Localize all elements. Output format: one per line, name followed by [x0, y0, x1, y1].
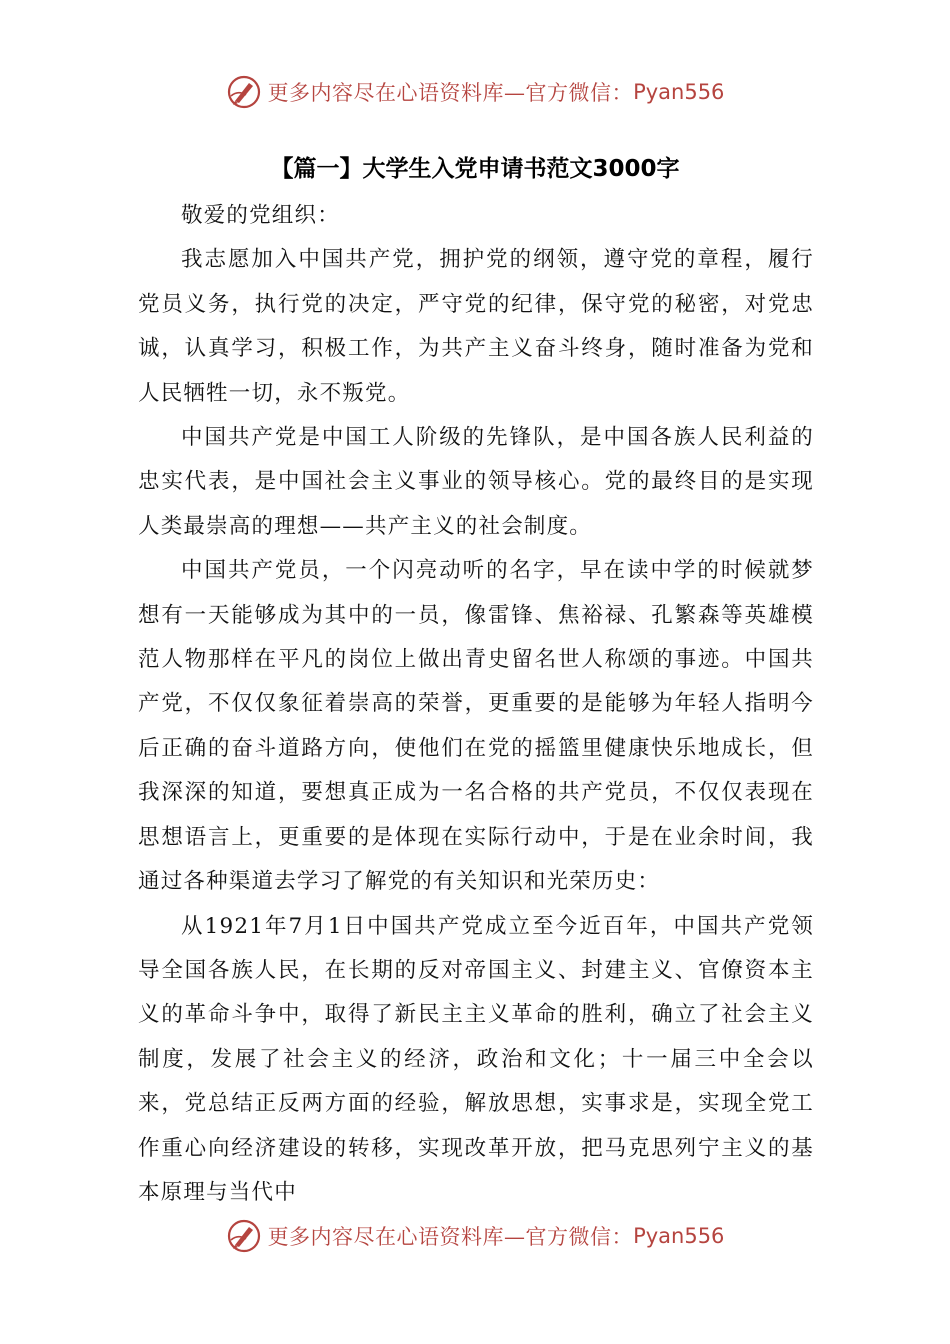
salutation: 敬爱的党组织：	[181, 203, 340, 228]
footer-watermark	[0, 1216, 950, 1256]
paragraph: 我志愿加入中国共产党，拥护党的纲领，遵守党的章程，履行党员义务，执行党的决定，严守党的纪律，保守党的秘密，对党忠诚，认真学习，积极工作，为共产主义奋斗终身，随时准备为党和人民牺牲一切，永不叛党。	[138, 247, 814, 406]
pen-logo-icon	[226, 1218, 262, 1254]
header-watermark	[0, 72, 950, 112]
watermark-text: 更多内容尽在心语资料库—官方微信：	[267, 81, 634, 105]
watermark-wechat-id: Pyan556	[633, 80, 725, 104]
watermark-text: 更多内容尽在心语资料库—官方微信：	[267, 1225, 634, 1249]
paragraph: 中国共产党是中国工人阶级的先锋队，是中国各族人民利益的忠实代表，是中国社会主义事业的领导核心。党的最终目的是实现人类最崇高的理想——共产主义的社会制度。	[138, 425, 814, 539]
document-title: 【篇一】大学生入党申请书范文3000字	[270, 156, 680, 182]
paragraph: 中国共产党员，一个闪亮动听的名字，早在读中学的时候就梦想有一天能够成为其中的一员，像雷锋、焦裕禄、孔繁森等英雄模范人物那样在平凡的岗位上做出青史留名世人称颂的事迹。中国共产党，不仅仅象征着崇高的荣誉，更重要的是能够为年轻人指明今后正确的奋斗道路方向，使他们在党的摇篮里健康快乐地成长，但我深深的知道，要想真正成为一名合格的共产党员，不仅仅表现在思想语言上，更重要的是体现在实际行动中，于是在业余时间，我通过各种渠道去学习了解党的有关知识和光荣历史：	[138, 558, 814, 895]
document-body	[138, 194, 814, 1215]
paragraph: 从1921年7月1日中国共产党成立至今近百年，中国共产党领导全国各族人民，在长期的反对帝国主义、封建主义、官僚资本主义的革命斗争中，取得了新民主主义革命的胜利，确立了社会主义制度，发展了社会主义的经济，政治和文化；十一届三中全会以来，党总结正反两方面的经验，解放思想，实事求是，实现全党工作重心向经济建设的转移，实现改革开放，把马克思列宁主义的基本原理与当代中	[138, 913, 814, 1205]
watermark-wechat-id: Pyan556	[633, 1224, 725, 1248]
pen-logo-icon	[226, 74, 262, 110]
